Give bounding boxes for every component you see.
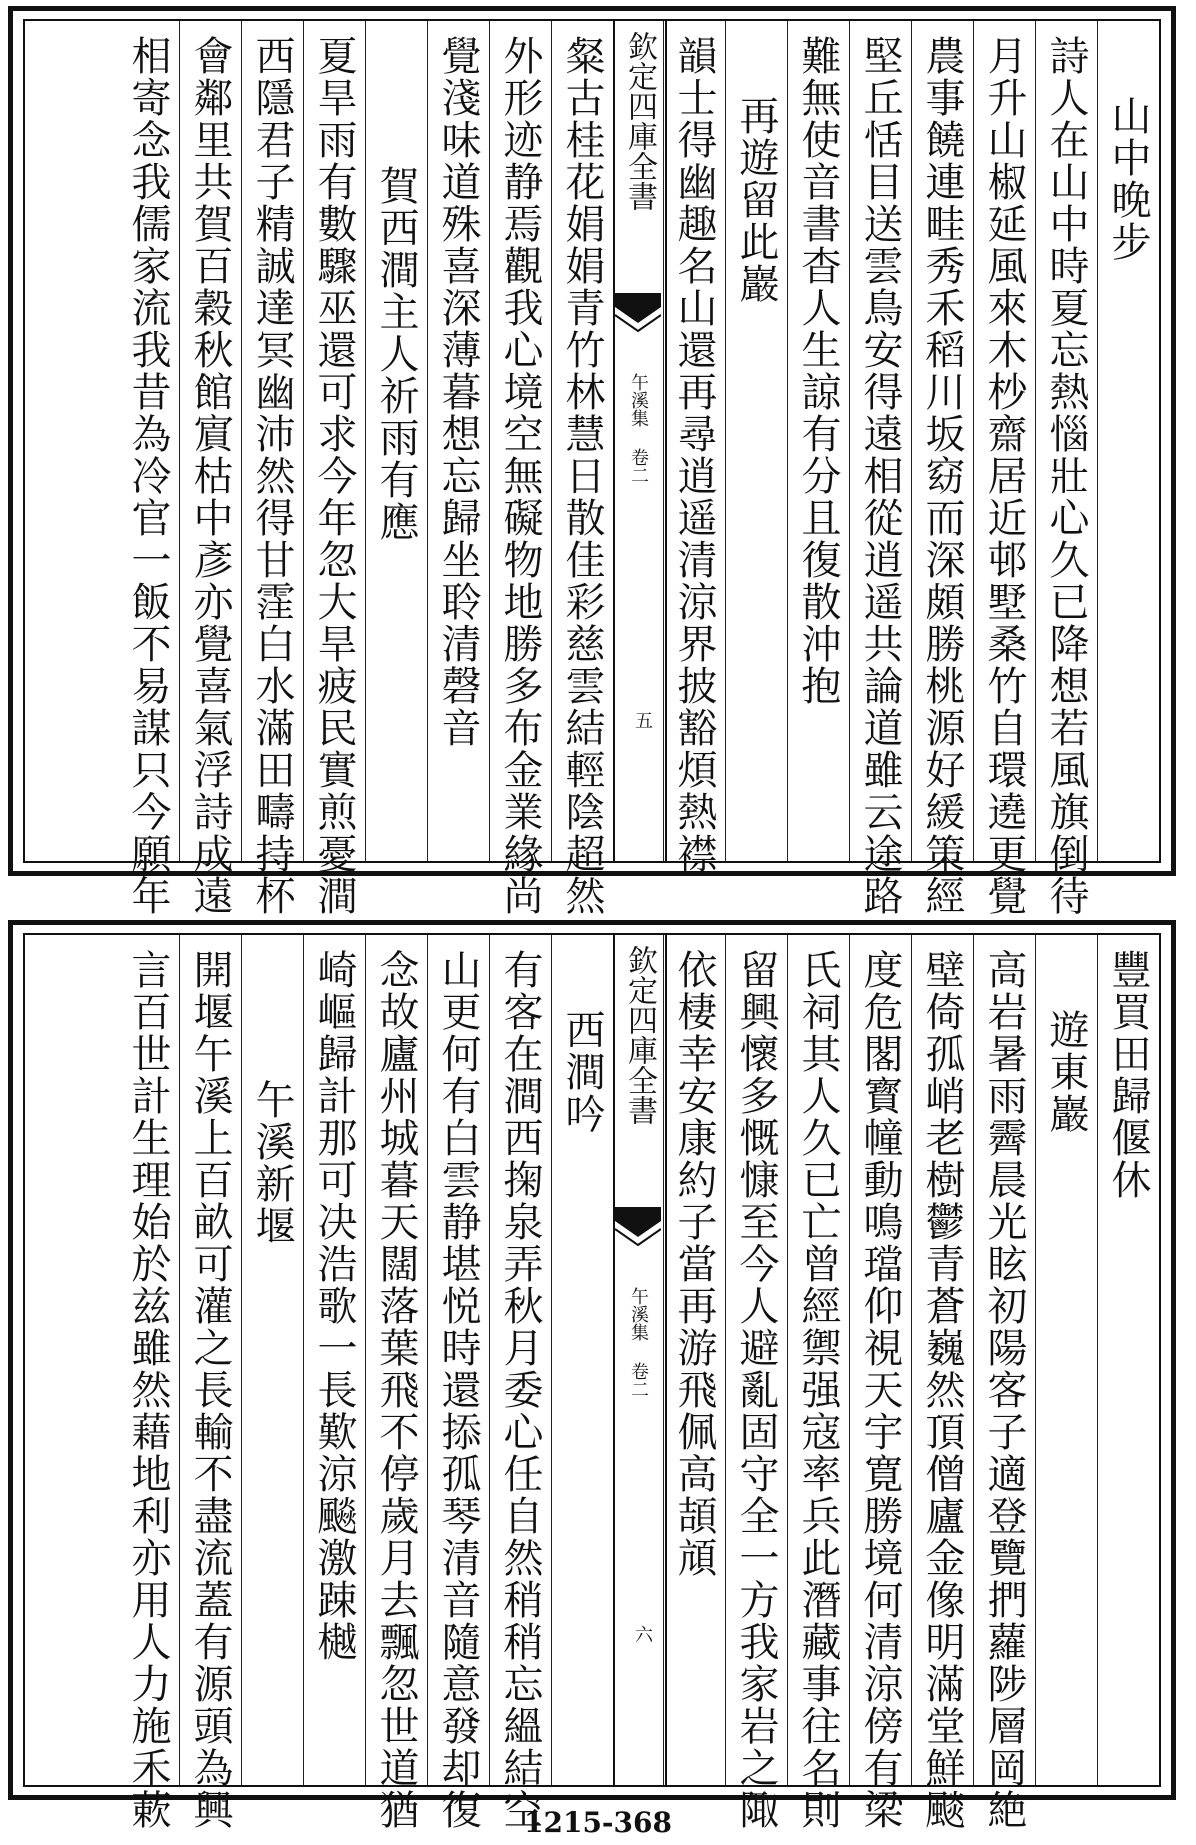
text-column: 有客在澗西掬泉弄秋月委心任自然稍稍忘縕結空 xyxy=(497,949,543,1831)
text-column: 豐買田歸偃休 xyxy=(1105,949,1151,1201)
text-column: 農事饒連畦秀禾稻川坂窈而深頗勝桃源好緩策經 xyxy=(919,35,965,917)
column-rule xyxy=(427,935,428,1785)
text-column: 崎嶇歸計那可决浩歌一長歎涼飈激踈樾 xyxy=(311,949,357,1663)
column-rule xyxy=(303,935,304,1785)
page-code: 1215-368 xyxy=(524,1806,672,1839)
fish-tail-mark-icon xyxy=(615,293,661,333)
poem-title: 西澗吟 xyxy=(559,1009,605,1135)
column-rule xyxy=(973,935,974,1785)
text-column: 壁倚孤峭老樹鬱青蒼巍然頂僧廬金像明滿堂鮮颷 xyxy=(919,949,965,1831)
column-rule xyxy=(179,21,180,861)
volume-label: 午溪集 卷二 xyxy=(628,1287,649,1398)
column-rule xyxy=(1097,21,1098,861)
text-column: 開堰午溪上百畝可灌之長輸不盡流蓋有源頭為興 xyxy=(187,949,233,1831)
leaf-number: 六 xyxy=(632,1625,653,1643)
text-column: 度危閣寳幢動鳴璫仰視天宇寛勝境何清涼傍有梁 xyxy=(857,949,903,1831)
column-rule xyxy=(1035,21,1036,861)
text-column: 覺淺味道殊喜深薄暮想忘歸坐聆清磬音 xyxy=(435,35,481,749)
text-column: 粲古桂花娟娟青竹林慧日散佳彩慈雲結輕陰超然 xyxy=(559,35,605,917)
center-gutter xyxy=(613,935,667,1785)
text-column: 西隱君子精誠達冥幽沛然得甘霔白水滿田疇持杯 xyxy=(249,35,295,917)
fish-tail-mark-icon xyxy=(615,1207,661,1247)
column-rule xyxy=(551,935,552,1785)
column-rule xyxy=(179,935,180,1785)
leaf-number: 五 xyxy=(632,711,653,729)
series-title: 欽定四庫全書 xyxy=(622,31,657,211)
text-column: 會鄰里共賀百穀秋館賔枯中彥亦覺喜氣浮詩成遠 xyxy=(187,35,233,917)
text-column: 言百世計生理始於兹雖然藉地利亦用人力施禾蔌 xyxy=(125,949,171,1831)
volume-label: 午溪集 卷二 xyxy=(628,373,649,484)
column-rule xyxy=(303,21,304,861)
text-column: 相寄念我儒家流我昔為冷官一飯不易謀只今願年 xyxy=(125,35,171,917)
column-rule xyxy=(849,21,850,861)
poem-title: 再遊留此巖 xyxy=(733,95,779,305)
text-column: 外形迹静焉觀我心境空無礙物地勝多布金業緣尚 xyxy=(497,35,543,917)
column-rule xyxy=(911,935,912,1785)
series-title: 欽定四庫全書 xyxy=(622,945,657,1125)
column-rule xyxy=(725,21,726,861)
text-column: 依棲幸安康約子當再游飛佩高頡頏 xyxy=(671,949,717,1579)
text-column: 氏祠其人久已亡曾經禦强寇率兵此潛藏事往名則 xyxy=(795,949,841,1831)
column-rule xyxy=(911,21,912,861)
column-rule xyxy=(551,21,552,861)
column-rule xyxy=(1035,935,1036,1785)
text-column: 山更何有白雲静堪悦時還掭孤琴清音隨意發却復 xyxy=(435,949,481,1831)
text-column: 留興懷多慨慷至今人避亂固守全一方我家岩之陬 xyxy=(733,949,779,1831)
column-rule xyxy=(1097,935,1098,1785)
column-rule xyxy=(365,935,366,1785)
text-column: 難無使音書杳人生諒有分且復散沖抱 xyxy=(795,35,841,707)
column-rule xyxy=(241,21,242,861)
poem-title: 山中晚步 xyxy=(1105,95,1151,263)
column-rule xyxy=(849,935,850,1785)
top-panel xyxy=(8,6,1176,917)
column-rule xyxy=(787,935,788,1785)
text-column: 夏旱雨有數驟巫還可求今年忽大旱疲民實煎憂澗 xyxy=(311,35,357,917)
column-rule xyxy=(973,21,974,861)
column-rule xyxy=(365,21,366,861)
text-column: 韻士得幽趣名山還再尋逍遥清涼界披豁煩熱襟 xyxy=(671,35,717,875)
text-column: 堅丘恬目送雲鳥安得遠相從逍遥共論道雖云途路 xyxy=(857,35,903,917)
top-frame xyxy=(23,19,1161,917)
column-rule xyxy=(787,21,788,861)
center-gutter xyxy=(613,21,667,861)
poem-title: 午溪新堰 xyxy=(249,1079,295,1247)
text-column: 詩人在山中時夏忘熱惱壯心久已降想若風旗倒待 xyxy=(1043,35,1089,917)
text-column: 月升山椒延風來木杪齋居近邨墅桑竹自環遶更覺 xyxy=(981,35,1027,917)
column-rule xyxy=(489,935,490,1785)
column-rule xyxy=(427,21,428,861)
poem-title: 遊東巖 xyxy=(1043,1009,1089,1135)
column-rule xyxy=(725,935,726,1785)
text-column: 高岩暑雨霽晨光眩初陽客子適登覽捫蘿陟層岡絶 xyxy=(981,949,1027,1831)
column-rule xyxy=(241,935,242,1785)
poem-title: 賀西澗主人祈雨有應 xyxy=(373,165,419,543)
column-rule xyxy=(489,21,490,861)
text-column: 念故廬州城暮天闊落葉飛不停歲月去飄忽世道猶 xyxy=(373,949,419,1831)
